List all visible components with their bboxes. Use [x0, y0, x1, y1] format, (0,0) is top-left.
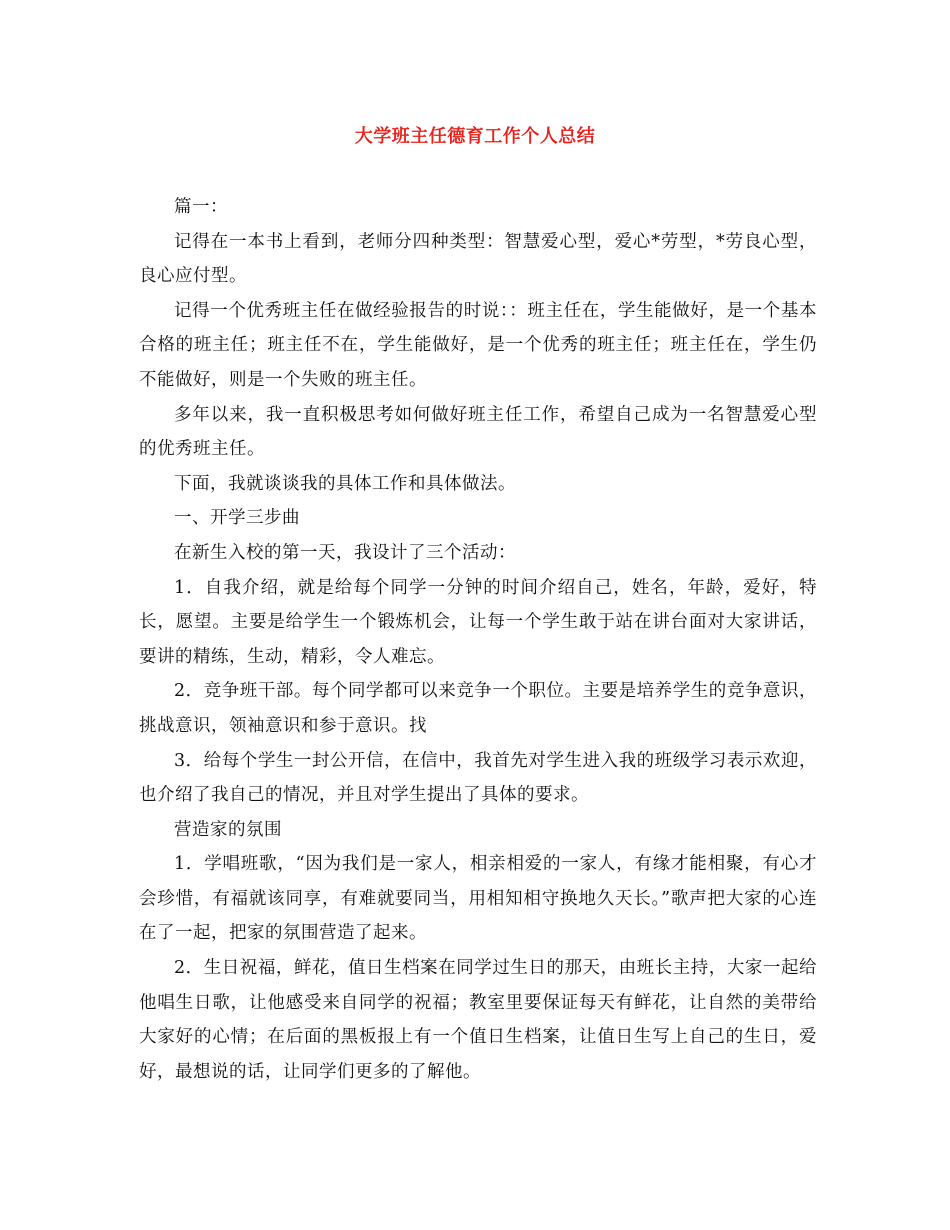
list-item: 2．竞争班干部。每个同学都可以来竞争一个职位。主要是培养学生的竞争意识，挑战意识，领袖意识和参于意识。找 [139, 681, 817, 736]
section-heading: 营造家的氛围 [174, 819, 282, 840]
list-item: 3．给每个学生一封公开信，在信中，我首先对学生进入我的班级学习表示欢迎，也介绍了我自己的情况，并且对学生提出了具体的要求。 [139, 750, 817, 806]
paragraph: 记得在一本书上看到，老师分四种类型：智慧爱心型，爱心*劳型，*劳良心型，良心应付型。 [139, 231, 817, 287]
list-item: 1．学唱班歌，“因为我们是一家人，相亲相爱的一家人，有缘才能相聚，有心才会珍惜，有福就该同享，有难就要同当，用相知相守换地久天长。”歌声把大家的心连在了一起，把家的氛围营造了起来。 [139, 854, 817, 944]
document-body [139, 190, 817, 1089]
paragraph: 记得一个优秀班主任在做经验报告的时说：：班主任在，学生能做好，是一个基本合格的班主任；班主任不在，学生能做好，是一个优秀的班主任；班主任在，学生仍不能做好，则是一个失败的班主任。 [139, 300, 817, 390]
paragraph: 多年以来，我一直积极思考如何做好班主任工作，希望自己成为一名智慧爱心型的优秀班主任。 [139, 404, 817, 460]
document-title: 大学班主任德育工作个人总结 [354, 126, 596, 147]
section-heading: 一、开学三步曲 [174, 508, 300, 529]
paragraph: 下面，我就谈谈我的具体工作和具体做法。 [174, 473, 516, 494]
list-item: 2．生日祝福，鲜花，值日生档案在同学过生日的那天，由班长主持，大家一起给他唱生日歌，让他感受来自同学的祝福；教室里要保证每天有鲜花，让自然的美带给大家好的心情；在后面的黑板报上有一个值日生档案，让值日生写上自己的生日，爱好，最想说的话，让同学们更多的了解他。 [139, 958, 817, 1082]
paragraph: 在新生入校的第一天，我设计了三个活动： [174, 542, 516, 563]
paragraph: 篇一： [174, 197, 228, 217]
list-item: 1．自我介绍，就是给每个同学一分钟的时间介绍自己，姓名，年龄，爱好，特长，愿望。主要是给学生一个锻炼机会，让每一个学生敢于站在讲台面对大家讲话，要讲的精练，生动，精彩，令人难忘。 [139, 577, 817, 667]
